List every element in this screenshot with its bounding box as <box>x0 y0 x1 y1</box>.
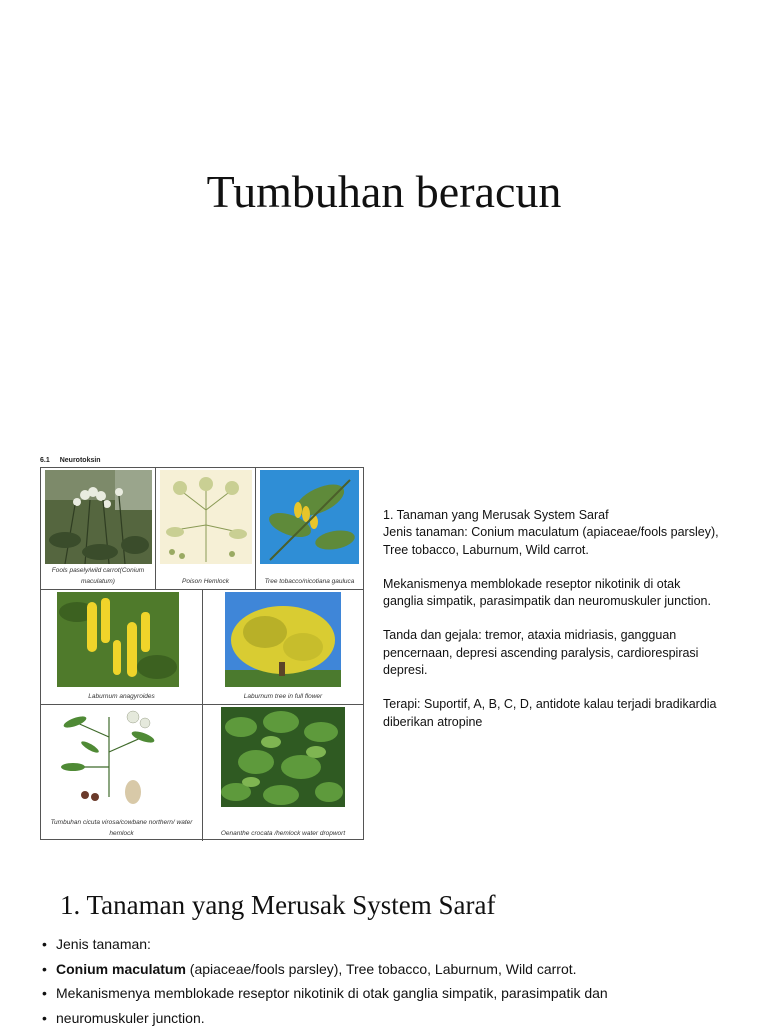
figure-section-title: Neurotoksin <box>60 457 101 464</box>
slide-title: Tumbuhan beracun <box>0 165 768 218</box>
laburnum-anagyroides-photo <box>57 592 179 687</box>
right-text-block <box>383 507 723 748</box>
right-heading: 1. Tanaman yang Merusak System Saraf <box>383 507 723 524</box>
bullet-item <box>42 981 752 1006</box>
figure-cell-hemlock <box>156 468 256 589</box>
bullet-item <box>42 932 752 957</box>
figure-cell-tobacco <box>256 468 363 589</box>
poison-hemlock-illustration <box>160 470 252 564</box>
figure-row-1 <box>41 468 363 590</box>
bullet-text: Mekanismenya memblokade reseptor nikotinik di otak ganglia simpatik, parasimpatik dan <box>56 985 608 1001</box>
bullet-item <box>42 957 752 982</box>
right-therapy: Terapi: Suportif, A, B, C, D, antidote kalau terjadi bradikardia diberikan atropine <box>383 696 723 731</box>
cicuta-virosa-illustration <box>55 707 163 807</box>
bullet-list <box>42 932 752 1030</box>
laburnum-tree-photo <box>225 592 341 687</box>
figure-cell-conium <box>41 468 156 589</box>
caption-oenanthe-crocata: Oenanthe crocata /hemlock water dropwort <box>205 828 361 839</box>
figure-cell-laburnum <box>41 590 203 704</box>
bullet-text: neuromuskuler junction. <box>56 1010 205 1026</box>
caption-conium: Fools pasely/wild carrot(Conium maculatum) <box>43 565 153 587</box>
figure-row-3 <box>41 705 363 841</box>
figure-cell-laburnum-tree <box>203 590 363 704</box>
right-mechanism: Mekanismenya memblokade reseptor nikotinik di otak ganglia simpatik, parasimpatik dan neuromuskuler junction. <box>383 576 723 611</box>
caption-tree-tobacco: Tree tobacco/nicotiana gauluca <box>258 576 361 587</box>
figure-grid <box>40 467 364 840</box>
figure-row-2 <box>41 590 363 705</box>
section-title: 1. Tanaman yang Merusak System Saraf <box>60 890 496 921</box>
wild-carrot-photo <box>45 470 152 564</box>
right-signs: Tanda dan gejala: tremor, ataxia midriasis, gangguan pencernaan, depresi ascending paralysis, cardiorespirasi depresi. <box>383 627 723 679</box>
caption-cicuta-virosa: Tumbuhan cicuta virosa/cowbane northern/ water hemlock <box>43 817 200 839</box>
tree-tobacco-photo <box>260 470 359 564</box>
bullet-text: (apiaceae/fools parsley), Tree tobacco, Laburnum, Wild carrot. <box>186 961 577 977</box>
bullet-text: Jenis tanaman: <box>56 936 151 952</box>
oenanthe-crocata-photo <box>221 707 345 807</box>
plant-figure <box>40 457 364 840</box>
caption-laburnum-tree: Laburnum tree in full flower <box>205 691 361 702</box>
bullet-item <box>42 1006 752 1030</box>
figure-header <box>40 457 101 464</box>
figure-cell-oenanthe <box>203 705 363 841</box>
bullet-bold-text: Conium maculatum <box>56 961 186 977</box>
caption-poison-hemlock: Poison Hemlock <box>158 576 253 587</box>
figure-cell-cicuta <box>41 705 203 841</box>
right-plant-types: Jenis tanaman: Conium maculatum (apiaceae/fools parsley), Tree tobacco, Laburnum, Wild carrot. <box>383 524 723 559</box>
caption-laburnum-anagyroides: Laburnum anagyroides <box>43 691 200 702</box>
figure-section-number: 6.1 <box>40 457 50 464</box>
